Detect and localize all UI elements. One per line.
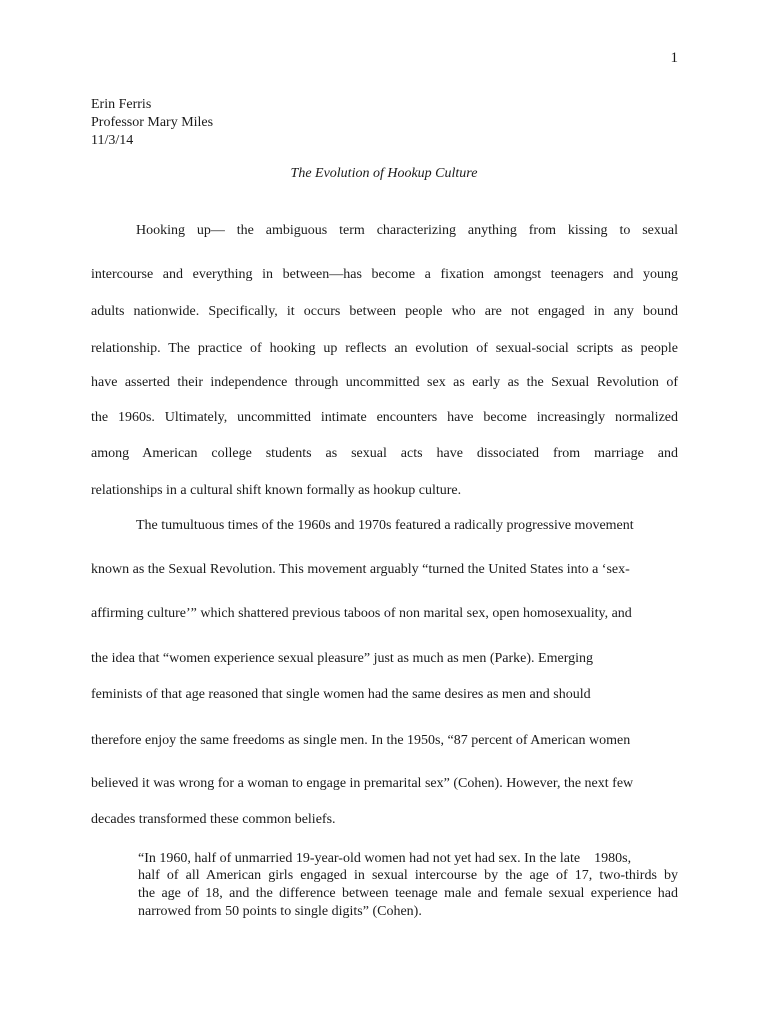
paragraph-line: have asserted their independence through uncommitted sex as early as the Sexual Revolution of [91,375,678,390]
paragraph-line: known as the Sexual Revolution. This movement arguably “turned the United States into a ‘sex- [91,562,630,577]
paragraph-line: the 1960s. Ultimately, uncommitted intimate encounters have become increasingly normalized [91,410,678,425]
paragraph-line: the idea that “women experience sexual pleasure” just as much as men (Parke). Emerging [91,651,593,666]
paragraph-line: therefore enjoy the same freedoms as single men. In the 1950s, “87 percent of American women [91,733,631,748]
quote-line: “In 1960, half of unmarried 19-year-old women had not yet had sex. In the late 1980s, [138,851,632,866]
paragraph-line: relationship. The practice of hooking up reflects an evolution of sexual-social scripts as people [91,341,678,356]
document-header [91,96,213,150]
document-date: 11/3/14 [91,133,134,148]
paragraph-line: decades transformed these common beliefs. [91,812,336,827]
paragraph-line: feminists of that age reasoned that single women had the same desires as men and should [91,687,591,702]
document-title: The Evolution of Hookup Culture [290,166,478,181]
quote-line: narrowed from 50 points to single digits” (Cohen). [138,904,422,919]
author-name: Erin Ferris [91,97,152,112]
page-number: 1 [670,50,678,66]
paragraph-line: Hooking up— the ambiguous term characterizing anything from kissing to sexual [136,223,678,238]
quote-line: half of all American girls engaged in sexual intercourse by the age of 17, two-thirds by [138,868,678,883]
paragraph-line: among American college students as sexual acts have dissociated from marriage and [91,446,678,461]
paragraph-line: affirming culture’” which shattered previous taboos of non marital sex, open homosexuality, and [91,606,632,621]
paragraph-line: adults nationwide. Specifically, it occurs between people who are not engaged in any bound [91,304,678,319]
paragraph-line: The tumultuous times of the 1960s and 1970s featured a radically progressive movement [136,518,634,533]
paragraph-line: relationships in a cultural shift known formally as hookup culture. [91,483,462,498]
paragraph-line: believed it was wrong for a woman to engage in premarital sex” (Cohen). However, the next few [91,776,634,791]
instructor-name: Professor Mary Miles [91,115,214,130]
paragraph-line: intercourse and everything in between—has become a fixation amongst teenagers and young [91,267,678,282]
quote-line: the age of 18, and the difference between teenage male and female sexual experience had [138,886,678,901]
